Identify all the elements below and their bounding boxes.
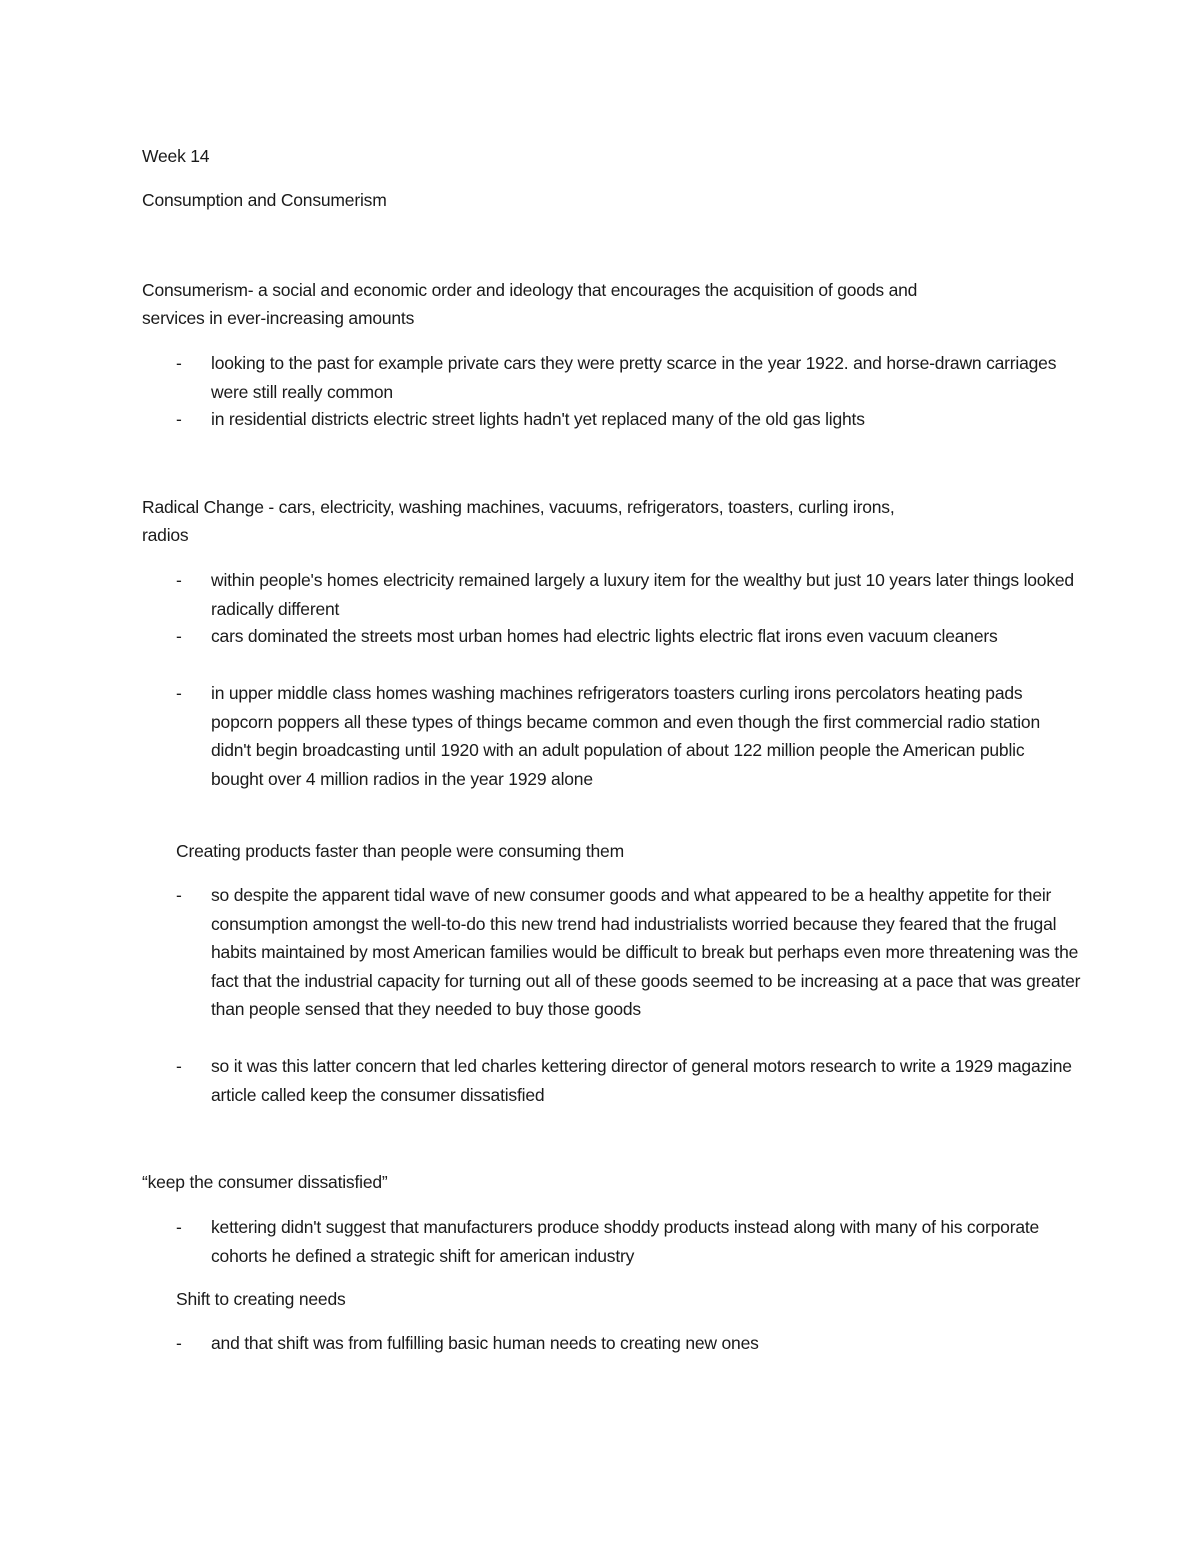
- list-item: within people's homes electricity remained largely a luxury item for the wealthy but just 10 years later things looked radically different: [211, 570, 1074, 619]
- bullet-marker: -: [176, 1056, 182, 1076]
- bullet-marker: -: [176, 1217, 182, 1237]
- bullet-marker: -: [176, 683, 182, 703]
- list-item: in upper middle class homes washing machines refrigerators toasters curling irons percolators heating pads popcorn poppers all these types of things became common and even though the first commercial radio station didn't begin broadcasting until 1920 with an adult population of about 122 million people the American public bought over 4 million radios in the year 1929 alone: [211, 683, 1040, 789]
- bullet-marker: -: [176, 570, 182, 590]
- list-item: cars dominated the streets most urban homes had electric lights electric flat irons even vacuum cleaners: [211, 626, 998, 646]
- list-item: so it was this latter concern that led charles kettering director of general motors research to write a 1929 magazine article called keep the consumer dissatisfied: [211, 1056, 1072, 1105]
- radical-change-line-1: Radical Change - cars, electricity, washing machines, vacuums, refrigerators, toasters, curling irons,: [142, 497, 895, 517]
- bullet-marker: -: [176, 885, 182, 905]
- bullet-marker: -: [176, 626, 182, 646]
- list-item: looking to the past for example private cars they were pretty scarce in the year 1922. and horse-drawn carriages were still really common: [211, 353, 1057, 402]
- subheading-shift: Shift to creating needs: [176, 1289, 346, 1309]
- radical-change-line-2: radios: [142, 525, 189, 545]
- definition-line-2: services in ever-increasing amounts: [142, 308, 415, 328]
- week-label: Week 14: [142, 146, 210, 166]
- quote-heading: “keep the consumer dissatisfied”: [142, 1172, 388, 1192]
- list-item: kettering didn't suggest that manufacturers produce shoddy products instead along with many of his corporate cohorts he defined a strategic shift for american industry: [211, 1217, 1040, 1266]
- list-item: in residential districts electric street lights hadn't yet replaced many of the old gas lights: [211, 409, 865, 429]
- definition-line-1: Consumerism- a social and economic order and ideology that encourages the acquisition of goods and: [142, 280, 918, 300]
- list-item: so despite the apparent tidal wave of new consumer goods and what appeared to be a healthy appetite for their consumption amongst the well-to-do this new trend had industrialists worried because they feared that the frugal habits maintained by most American families would be difficult to break but perhaps even more threatening was the fact that the industrial capacity for turning out all of these goods seemed to be increasing at a pace that was greater than people sensed that they needed to buy those goods: [211, 885, 1081, 1019]
- bullet-marker: -: [176, 1333, 182, 1353]
- list-item: and that shift was from fulfilling basic human needs to creating new ones: [211, 1333, 759, 1353]
- page-title: Consumption and Consumerism: [142, 190, 387, 210]
- bullet-marker: -: [176, 409, 182, 429]
- bullet-marker: -: [176, 353, 182, 373]
- subheading-creating-products: Creating products faster than people were consuming them: [176, 841, 624, 861]
